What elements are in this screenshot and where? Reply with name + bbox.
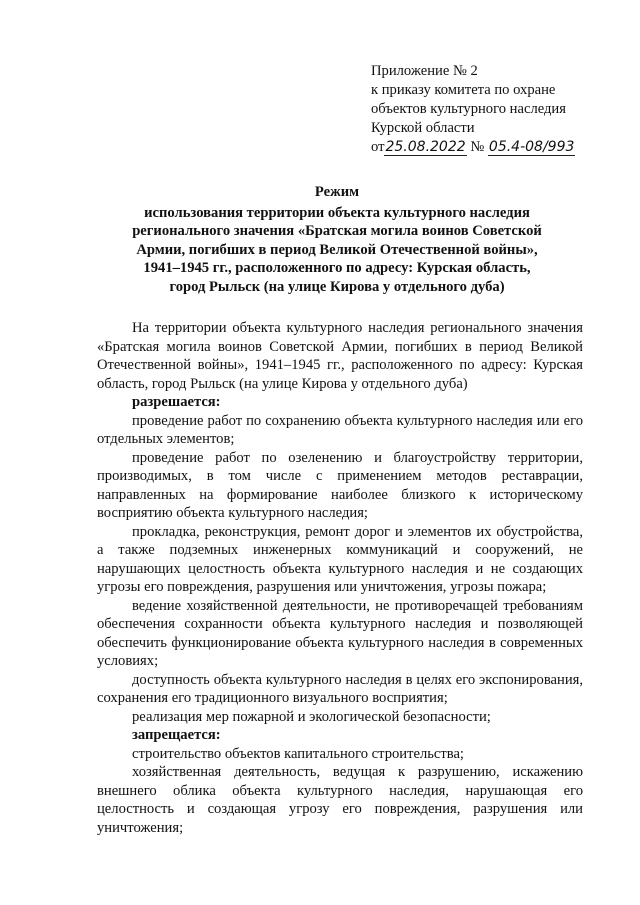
annex-date-line	[371, 138, 626, 157]
title-line: использования территории объекта культурного наследия	[144, 204, 530, 221]
allowed-item: прокладка, реконструкция, ремонт дорог и элементов их обустройства, а также подземных инженерных коммуникаций и сооружений, не нарушающих целостность объекта культурного наследия и не создающих угрозы его повреждения, разрушения или уничтожения, угрозы пожара;	[97, 523, 583, 595]
allowed-item: доступность объекта культурного наследия в целях его экспонирования, сохранения его традиционного визуального восприятия;	[97, 671, 583, 706]
annex-header	[371, 62, 626, 157]
forbidden-item: хозяйственная деятельность, ведущая к разрушению, искажению внешнего облика объекта культурного наследия, нарушающая его целостность и создающая угрозу его повреждения, разрушения или уничтожения;	[97, 764, 583, 836]
allowed-item: проведение работ по озеленению и благоустройству территории, производимых, в том числе с применением методов реставрации, направленных на формирование наиболее близкого к историческому восприятию объекта культурного наследия;	[97, 449, 583, 521]
intro-paragraph: На территории объекта культурного наследия регионального значения «Братская могила воинов Советской Армии, погибших в период Великой Отечественной войны», 1941–1945 гг., расположенного по адресу: Курская область, город Рыльск (на улице Кирова у отдельного дуба)	[97, 320, 583, 392]
title-line: город Рыльск (на улице Кирова у отдельного дуба)	[169, 278, 505, 295]
number-prefix: №	[470, 139, 485, 155]
allowed-item: ведение хозяйственной деятельности, не противоречащей требованиям обеспечения сохранности объекта культурного наследия и позволяющей обеспечить функционирование объекта культурного наследия в современных условиях;	[97, 597, 583, 669]
title-line: регионального значения «Братская могила воинов Советской	[132, 223, 542, 239]
annex-line-region: Курской области	[371, 120, 475, 136]
document-body	[97, 319, 583, 837]
handwritten-date: 25.08.2022	[385, 139, 466, 155]
allowed-heading: разрешается:	[132, 394, 221, 410]
title-regime: Режим	[314, 184, 360, 200]
allowed-item: реализация мер пожарной и экологической безопасности;	[132, 708, 491, 725]
forbidden-heading: запрещается:	[132, 727, 221, 743]
allowed-item: проведение работ по сохранению объекта культурного наследия или его отдельных элементов;	[97, 412, 583, 447]
annex-number: Приложение № 2	[371, 63, 478, 79]
annex-line-objects: объектов культурного наследия	[371, 101, 566, 117]
title-line: 1941–1945 гг., расположенного по адресу: Курская область,	[143, 260, 531, 276]
document-title	[80, 183, 594, 296]
annex-line-order: к приказу комитета по охране	[371, 82, 556, 98]
forbidden-item: строительство объектов капитального строительства;	[132, 745, 464, 762]
title-line: Армии, погибших в период Великой Отечественной войны»,	[136, 241, 538, 258]
date-prefix: от	[371, 139, 385, 155]
handwritten-number: 05.4-08/993	[488, 139, 575, 155]
